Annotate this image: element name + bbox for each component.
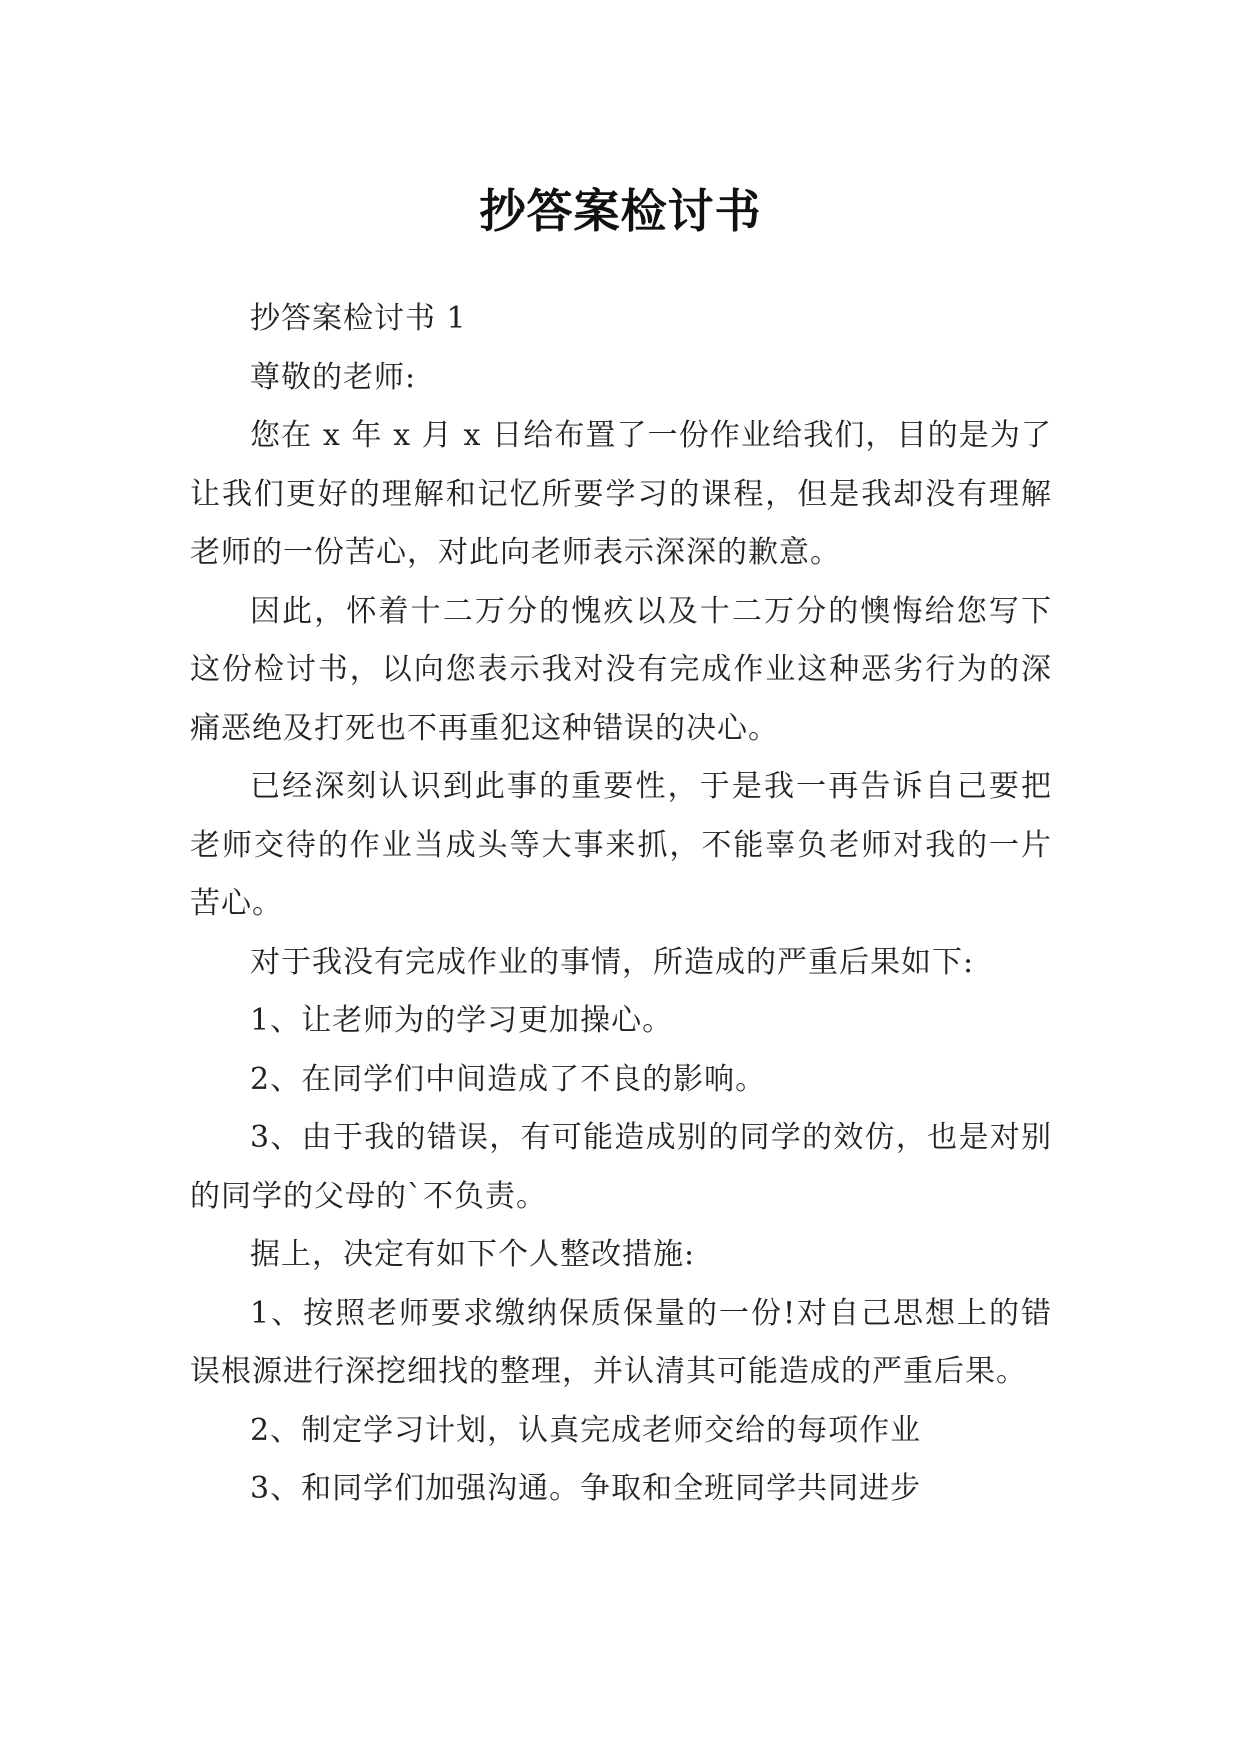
document-body (190, 290, 1052, 1519)
paragraph: 已经深刻认识到此事的重要性，于是我一再告诉自己要把老师交待的作业当成头等大事来抓，不能辜负老师对我的一片苦心。 (190, 769, 1052, 921)
paragraph: 因此，怀着十二万分的愧疚以及十二万分的懊悔给您写下这份检讨书，以向您表示我对没有完成作业这种恶劣行为的深痛恶绝及打死也不再重犯这种错误的决心。 (190, 593, 1052, 746)
list-item: 2、制定学习计划，认真完成老师交给的每项作业 (250, 1412, 922, 1448)
paragraph: 对于我没有完成作业的事情，所造成的严重后果如下: (250, 944, 975, 980)
list-item: 3、由于我的错误，有可能造成别的同学的效仿，也是对别的同学的父母的`不负责。 (190, 1120, 1052, 1214)
paragraph: 您在 x 年 x 月 x 日给布置了一份作业给我们，目的是为了让我们更好的理解和记忆所要学习的课程，但是我却没有理解老师的一份苦心，对此向老师表示深深的歉意。 (190, 418, 1052, 570)
list-item: 3、和同学们加强沟通。争取和全班同学共同进步 (250, 1471, 922, 1506)
list-item: 1、按照老师要求缴纳保质保量的一份!对自己思想上的错误根源进行深挖细找的整理，并认清其可能造成的严重后果。 (190, 1295, 1052, 1389)
list-item: 1、让老师为的学习更加操心。 (250, 1003, 674, 1038)
paragraph-heading: 抄答案检讨书 1 (250, 301, 467, 336)
paragraph: 据上，决定有如下个人整改措施: (250, 1237, 696, 1272)
list-item: 2、在同学们中间造成了不良的影响。 (250, 1061, 767, 1097)
paragraph-salutation: 尊敬的老师: (250, 359, 417, 395)
document-title: 抄答案检讨书 (479, 183, 762, 238)
